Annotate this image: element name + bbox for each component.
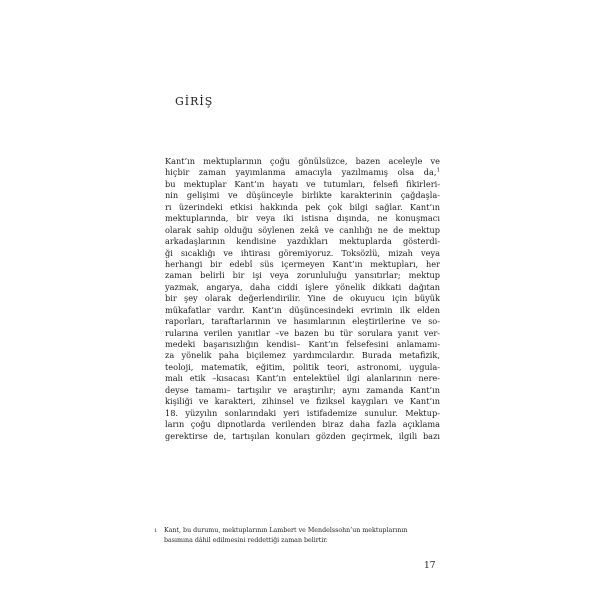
text-line: medeki başarısızlığın kendisi– Kant’ın felsefesini anlamamı-	[165, 339, 440, 349]
footnote-line: 1 Kant, bu durumu, mektuplarının Lambert ve Mendelssohn’un mektuplarının	[154, 527, 408, 534]
text-line: bu mektuplar Kant’ın hayatı ve tutumları, felsefi fikirleri-	[165, 178, 440, 189]
text-line: gerektirse de, tartışılan konuları gözden geçirmek, ilgili bazı	[165, 430, 440, 441]
body-text	[165, 156, 440, 442]
chapter-heading: GİRİŞ	[175, 95, 214, 108]
text-line: olarak sahip olduğu söylenen zekâ ve canlılığı ne de mektup	[165, 224, 440, 235]
text-line: za yönelik paha biçilemez yardımcılardır. Burada metafizik,	[165, 350, 440, 361]
text-line: hiçbir zaman yayımlanma amacıyla yazılmamış olsa da,$^1$	[165, 167, 440, 178]
text-line: raporları, taraftarlarının ve hasımlarının eleştirilerine ve so-	[165, 316, 440, 327]
text-line: 18. yüzyılın sonlarındaki yeri istifademize sunulur. Mektup-	[165, 407, 440, 418]
text-line: rularına verilen yanıtlar –ve bazen bu tür sorulara yanıt ver-	[165, 327, 440, 338]
footnote-line: basımına dâhil edilmesini reddettiği zaman belirtir.	[164, 537, 328, 544]
text-line: nin gelişimi ve düşünceyle birlikte karakterinin çağdaşla-	[165, 190, 440, 201]
text-line: kişiliği ve karakteri, zihinsel ve fiziksel kaygıları ve Kant’ın	[165, 396, 440, 407]
text-line: arkadaşlarının kendisine yazdıkları mektuplarda gösterdi-	[165, 236, 440, 247]
text-line: mükafatlar vardır. Kant’ın düşüncesindeki evrimin ilk elden	[165, 304, 440, 315]
footnote	[154, 526, 444, 546]
text-line: Kant’ın mektuplarının çoğu gönülsüzce, bazen aceleyle ve	[165, 156, 440, 166]
footnote-number: 1	[154, 528, 158, 534]
text-line: deyse tamamı– tartışılır ve araştırılır; aynı zamanda Kant’ın	[165, 384, 440, 395]
text-line: ların çoğu dipnotlarda verilenden biraz daha fazla açıklama	[165, 419, 440, 430]
footnote-marker: 1	[436, 167, 440, 174]
text-line: teoloji, matematik, eğitim, politik teori, astronomi, uygula-	[165, 361, 440, 372]
text-line: zaman belirli bir işi veya zorunluluğu yansıtırlar; mektup	[165, 270, 440, 281]
text-line: mektuplarında, bir veya iki istisna dışında, ne konuşmacı	[165, 213, 440, 224]
text-line: ği sıcaklığı ve ihtirası göremiyoruz. Toksözlü, mizah veya	[165, 247, 440, 258]
text-line: bir şey olarak değerlendirilir. Yine de okuyucu için büyük	[165, 293, 440, 304]
text-line: malı etik –kısacası Kant’ın entelektüel ilgi alanlarının nere-	[165, 373, 440, 384]
page-number: 17	[424, 561, 436, 571]
text-line: yazmak, angarya, daha ciddi işlere yönelik dikkati dağıtan	[165, 281, 440, 292]
text-line: rı üzerindeki etkisi hakkında pek çok bilgi sağlar. Kant’ın	[165, 201, 440, 212]
text-line: herhangi bir edebî süs içermeyen Kant’ın mektupları, her	[165, 258, 440, 269]
